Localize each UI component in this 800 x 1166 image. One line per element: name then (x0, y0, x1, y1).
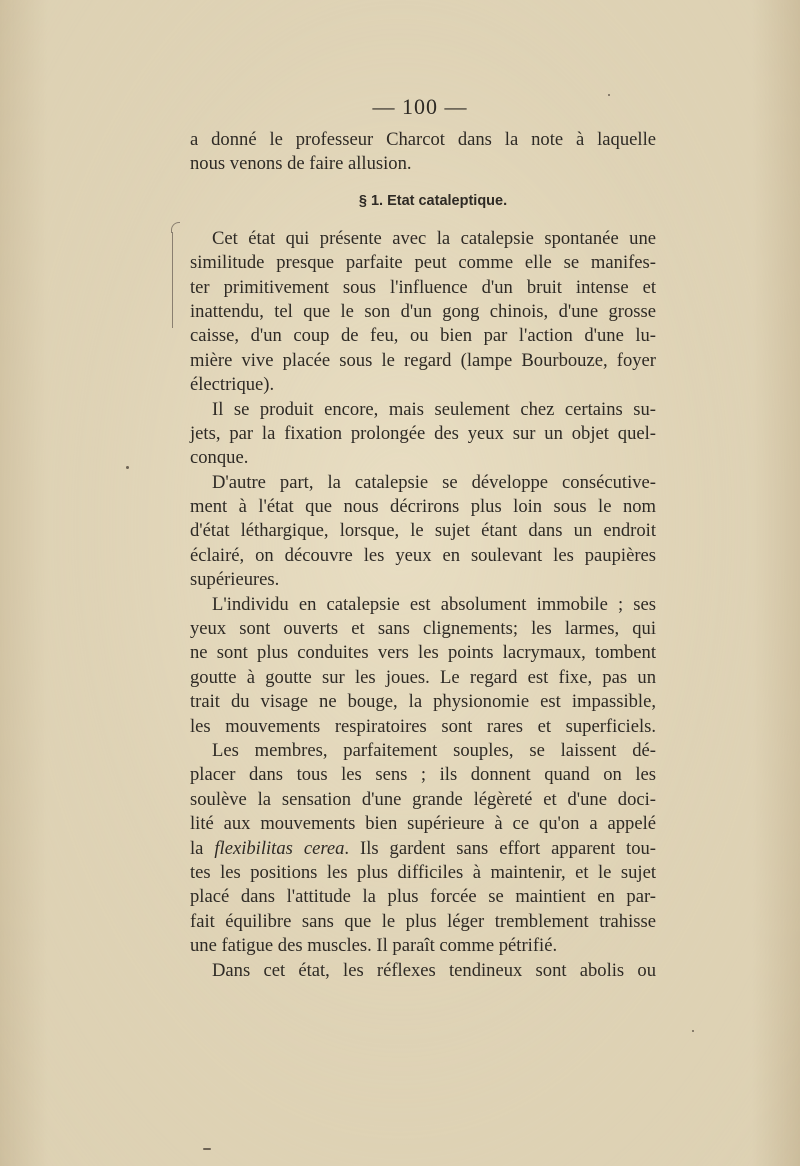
body-text (190, 128, 656, 983)
text-line: a donné le professeur Charcot dans la note à laquelle (190, 129, 656, 150)
paper-speck (203, 1148, 211, 1150)
paragraph-2-line: jets, par la fixation prolongée des yeux sur un objet quel- (190, 422, 656, 444)
paragraph-1-line: mière vive placée sous le regard (lampe Bourbouze, foyer (190, 349, 656, 371)
page-number: — 100 — (372, 94, 468, 119)
paragraph-2-line: conque. (190, 447, 249, 469)
paragraph-1-line: Cet état qui présente avec la catalepsie spontanée une (212, 227, 656, 249)
paragraph-5-line: Les membres, parfaitement souples, se laissent dé- (212, 739, 656, 761)
latin-term: flexibilitas cerea (214, 837, 345, 859)
paragraph-1-line: caisse, d'un coup de feu, ou bien par l'action d'une lu- (190, 325, 656, 347)
paragraph-5-line: placer dans tous les sens ; ils donnent quand on les (190, 764, 656, 786)
paragraph-4-line: trait du visage ne bouge, la physionomie est impassible, (190, 691, 656, 713)
paragraph-1-line: ter primitivement sous l'influence d'un bruit intense et (190, 276, 656, 298)
paragraph-5-line: lité aux mouvements bien supérieure à ce qu'on a appelé (190, 813, 656, 835)
paper-speck (126, 466, 129, 469)
paragraph-3-line: supérieures. (190, 569, 280, 591)
paragraph-4-line: goutte à goutte sur les joues. Le regard est fixe, pas un (190, 666, 656, 688)
paragraph-5-line: tes les positions les plus difficiles à maintenir, et le sujet (190, 861, 656, 883)
line-prefix: la (190, 837, 215, 859)
paragraph-5-line: une fatigue des muscles. Il paraît comme pétrifié. (190, 935, 558, 957)
paragraph-5-line-flexibilitas (190, 837, 656, 861)
section-heading: § 1. Etat cataleptique. (358, 192, 508, 209)
paragraph-4-line: yeux sont ouverts et sans clignements; les larmes, qui (190, 618, 656, 640)
paragraph-3-line: d'état léthargique, lorsque, le sujet étant dans un endroit (190, 520, 656, 542)
paragraph-1-line: inattendu, tel que le son d'un gong chinois, d'une grosse (190, 300, 656, 322)
paragraph-4-line: ne sont plus conduites vers les points lacrymaux, tombent (190, 642, 656, 664)
paragraph-3-line: éclairé, on découvre les yeux en soulevant les paupières (190, 544, 656, 566)
paragraph-2-line: Il se produit encore, mais seulement chez certains su- (212, 398, 656, 420)
text-line: nous venons de faire allusion. (190, 153, 412, 175)
margin-pencil-mark (172, 232, 181, 328)
paper-speck (608, 94, 610, 96)
paragraph-5-line: placé dans l'attitude la plus forcée se maintient en par- (190, 886, 656, 908)
paragraph-3-line: D'autre part, la catalepsie se développe consécutive- (212, 471, 656, 493)
paragraph-5-line: fait équilibre sans que le plus léger tremblement trahisse (190, 910, 656, 932)
paragraph-4-line: les mouvements respiratoires sont rares et superficiels. (190, 715, 656, 737)
line-suffix: . Ils gardent sans effort apparent tou- (344, 837, 657, 859)
paragraph-5-line: soulève la sensation d'une grande légèreté et d'une doci- (190, 788, 656, 810)
paragraph-3-line: ment à l'état que nous décrirons plus loin sous le nom (190, 496, 656, 518)
paragraph-1-line: électrique). (190, 374, 275, 396)
paper-speck (692, 1030, 694, 1032)
paragraph-1-line: similitude presque parfaite peut comme elle se manifes- (190, 252, 656, 274)
paragraph-4-line: L'individu en catalepsie est absolument immobile ; ses (212, 593, 656, 615)
paragraph-6-line: Dans cet état, les réflexes tendineux sont abolis ou (212, 959, 656, 981)
